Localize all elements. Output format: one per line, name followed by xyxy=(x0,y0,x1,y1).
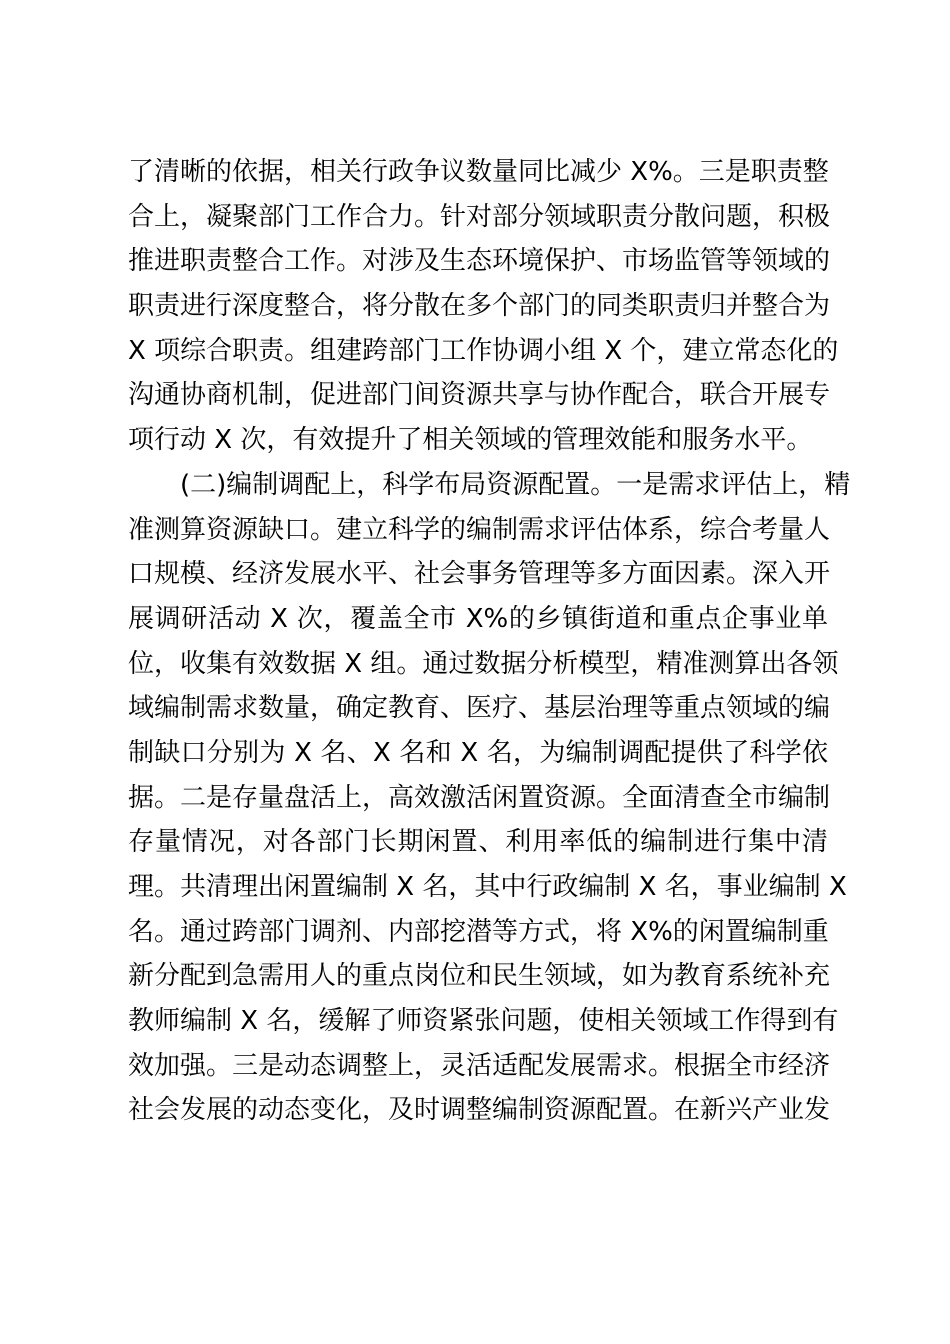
text-line: 理。共清理出闲置编制 X 名，其中行政编制 X 名，事业编制 X xyxy=(128,872,847,902)
text-line: 域编制需求数量，确定教育、医疗、基层治理等重点领域的编 xyxy=(128,693,831,724)
text-line: 教师编制 X 名，缓解了师资紧张问题，使相关领域工作得到有 xyxy=(128,1006,839,1037)
text-line: 口规模、经济发展水平、社会事务管理等多方面因素。深入开 xyxy=(128,559,831,590)
text-line: 新分配到急需用人的重点岗位和民生领域，如为教育系统补充 xyxy=(128,961,831,992)
text-line: 推进职责整合工作。对涉及生态环境保护、市场监管等领域的 xyxy=(128,246,831,277)
text-line: 社会发展的动态变化，及时调整编制资源配置。在新兴产业发 xyxy=(128,1095,831,1126)
text-line: 存量情况，对各部门长期闲置、利用率低的编制进行集中清 xyxy=(128,827,828,858)
text-line: 名。通过跨部门调剂、内部挖潜等方式，将 X%的闲置编制重 xyxy=(128,916,829,947)
text-line: 了清晰的依据，相关行政争议数量同比减少 X%。三是职责整 xyxy=(128,157,829,187)
text-line: 职责进行深度整合，将分散在多个部门的同类职责归并整合为 xyxy=(128,291,831,322)
text-line: (二)编制调配上，科学布局资源配置。一是需求评估上，精 xyxy=(128,469,851,500)
body-text xyxy=(128,150,851,1133)
text-line: 制缺口分别为 X 名、X 名和 X 名，为编制调配提供了科学依 xyxy=(128,737,828,768)
text-line: 位，收集有效数据 X 组。通过数据分析模型，精准测算出各领 xyxy=(128,648,839,679)
text-line: 效加强。三是动态调整上，灵活适配发展需求。根据全市经济 xyxy=(128,1050,831,1081)
text-line: X 项综合职责。组建跨部门工作协调小组 X 个，建立常态化的 xyxy=(128,335,839,366)
text-line: 据。二是存量盘活上，高效激活闲置资源。全面清查全市编制 xyxy=(128,782,831,813)
text-line: 沟通协商机制，促进部门间资源共享与协作配合，联合开展专 xyxy=(128,380,831,411)
text-line: 准测算资源缺口。建立科学的编制需求评估体系，综合考量人 xyxy=(128,514,831,545)
text-line: 展调研活动 X 次，覆盖全市 X%的乡镇街道和重点企事业单 xyxy=(128,603,828,634)
text-line: 项行动 X 次，有效提升了相关领域的管理效能和服务水平。 xyxy=(128,425,813,456)
text-line: 合上，凝聚部门工作合力。针对部分领域职责分散问题，积极 xyxy=(128,201,831,232)
